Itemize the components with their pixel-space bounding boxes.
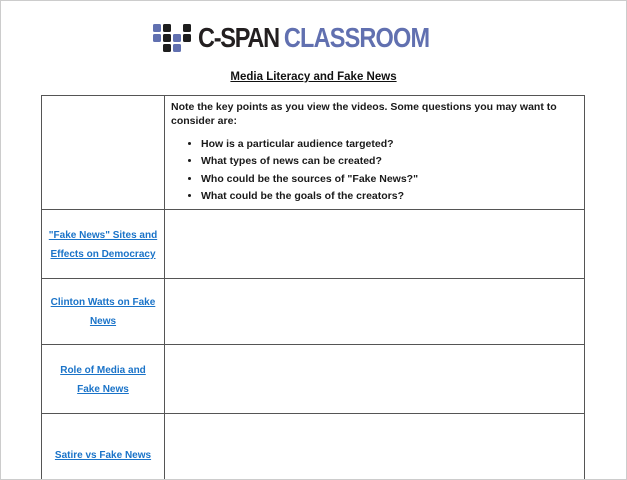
instructions-cell	[165, 96, 585, 210]
video-link-cell	[42, 344, 165, 413]
question-list	[183, 138, 578, 203]
cspan-pixel-grid-icon	[153, 24, 191, 52]
question-item: • What could be the goals of the creators?	[201, 190, 578, 203]
page-title: Media Literacy and Fake News	[230, 71, 397, 83]
video-link-satire[interactable]: Satire vs Fake News	[54, 449, 152, 461]
table-row	[42, 209, 585, 278]
video-link-role-of-media[interactable]: Role of Media and Fake News	[60, 364, 146, 395]
video-link-fake-news-sites[interactable]: "Fake News" Sites and Effects on Democracy	[48, 229, 158, 260]
question-item: • Who could be the sources of "Fake News?"	[201, 173, 578, 186]
question-item: • What types of news can be created?	[201, 155, 578, 168]
notes-area-cell[interactable]	[165, 209, 585, 278]
empty-header-cell	[42, 96, 165, 210]
instructions-text: Note the key points as you view the videos. Some questions you may want to consider are:	[171, 101, 557, 128]
logo-brand-text: C-SPAN	[198, 22, 280, 53]
table-row-header	[42, 96, 585, 210]
notes-area-cell[interactable]	[165, 344, 585, 413]
table-row	[42, 413, 585, 480]
video-link-clinton-watts[interactable]: Clinton Watts on Fake News	[50, 297, 156, 328]
video-link-cell	[42, 209, 165, 278]
video-link-cell	[42, 278, 165, 344]
cspan-classroom-logo	[1, 15, 626, 61]
logo-product-text: CLASSROOM	[284, 22, 430, 53]
notes-area-cell[interactable]	[165, 413, 585, 480]
logo-wordmark	[198, 22, 429, 54]
table-row	[42, 278, 585, 344]
question-item: • How is a particular audience targeted?	[201, 138, 578, 151]
video-link-cell	[42, 413, 165, 480]
table-row	[42, 344, 585, 413]
notes-area-cell[interactable]	[165, 278, 585, 344]
worksheet-table	[41, 95, 585, 480]
